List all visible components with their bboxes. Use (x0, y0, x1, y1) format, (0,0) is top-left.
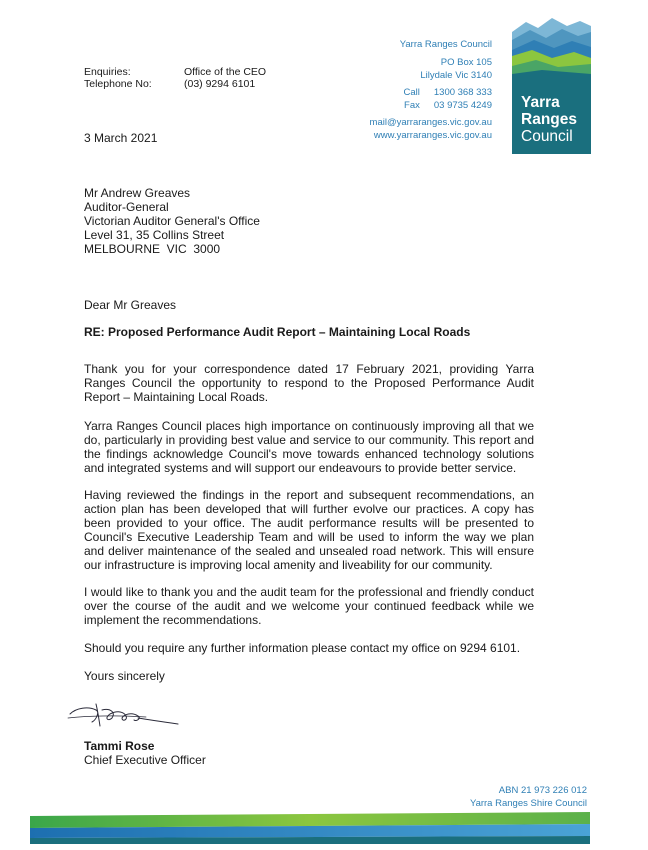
enquiries-label: Enquiries: (84, 66, 131, 78)
telephone-row (84, 78, 266, 90)
recipient-office: Victorian Auditor General's Office (84, 214, 260, 228)
fax-row (404, 99, 493, 112)
letterhead-org-name (400, 38, 492, 51)
body-paragraph: Yarra Ranges Council places high importance on continuously improving all that we do, particularly in providing best value and service to our community. This report and the findings acknowledge Council's move towards enhanced technology solutions and integrated systems and will support our endeavours to provide better service. (84, 419, 534, 475)
website-link[interactable]: www.yarraranges.vic.gov.au (373, 130, 492, 141)
locality: Lilydale Vic 3140 (420, 70, 492, 81)
logo-word-ranges: Ranges (521, 111, 577, 128)
telephone-value: (03) 9294 6101 (184, 78, 256, 90)
body-paragraph: Should you require any further information please contact my office on 9294 6101. (84, 641, 521, 655)
fax-number: 03 9735 4249 (433, 100, 492, 111)
fax-label: Fax (404, 100, 420, 111)
letter-date: 3 March 2021 (84, 131, 158, 145)
handwritten-signature (66, 698, 186, 732)
phone-row (404, 86, 493, 99)
letterhead-online (370, 116, 492, 142)
email-link[interactable]: mail@yarraranges.vic.gov.au (369, 117, 492, 128)
logo-wordmark (521, 94, 577, 145)
recipient-city: MELBOURNE VIC 3000 (84, 242, 221, 256)
body-paragraph: Thank you for your correspondence dated 17 February 2021, providing Yarra Ranges Council the opportunity to respond to the Proposed Performance Audit Report – Maintaining Local Roads. (84, 362, 534, 404)
recipient-name: Mr Andrew Greaves (84, 186, 191, 200)
logo-word-council: Council (521, 128, 573, 145)
signer-title: Chief Executive Officer (84, 753, 206, 767)
body-paragraph: I would like to thank you and the audit team for the professional and friendly conduct over the course of the audit and we welcome your continued feedback while we implement the recommendations. (84, 585, 534, 627)
letterhead-phone-fax (404, 86, 493, 112)
recipient-street: Level 31, 35 Collins Street (84, 228, 225, 242)
logo-word-yarra: Yarra (521, 94, 560, 111)
closing: Yours sincerely (84, 669, 165, 683)
subject-line: RE: Proposed Performance Audit Report – Maintaining Local Roads (84, 325, 471, 339)
phone-label: Call (403, 87, 420, 98)
council-logo (512, 14, 591, 154)
footer-org-name: Yarra Ranges Shire Council (469, 798, 587, 809)
enquiries-row (84, 66, 266, 78)
footer-abn: ABN 21 973 226 012 (498, 785, 587, 796)
org-name: Yarra Ranges Council (399, 39, 492, 50)
po-box: PO Box 105 (440, 57, 492, 68)
telephone-label: Telephone No: (84, 78, 152, 90)
salutation: Dear Mr Greaves (84, 298, 177, 312)
signer-name: Tammi Rose (84, 739, 155, 753)
enquiries-block (84, 66, 266, 90)
recipient-address (84, 186, 260, 256)
body-paragraph: Having reviewed the findings in the report and subsequent recommendations, an action plan has been developed that will further evolve our practices. A copy has been provided to your office. The audit performance results will be presented to Council's Executive Leadership Team and will be used to inform the way we plan and deliver maintenance of the sealed and unsealed road network. This will ensure our infrastructure is improving local amenity and liveability for our community. (84, 488, 534, 572)
recipient-title: Auditor-General (84, 200, 169, 214)
letterhead-postal-address (420, 56, 492, 82)
footer-decorative-band (0, 810, 648, 850)
enquiries-value: Office of the CEO (184, 66, 267, 78)
phone-number: 1300 368 333 (433, 87, 492, 98)
